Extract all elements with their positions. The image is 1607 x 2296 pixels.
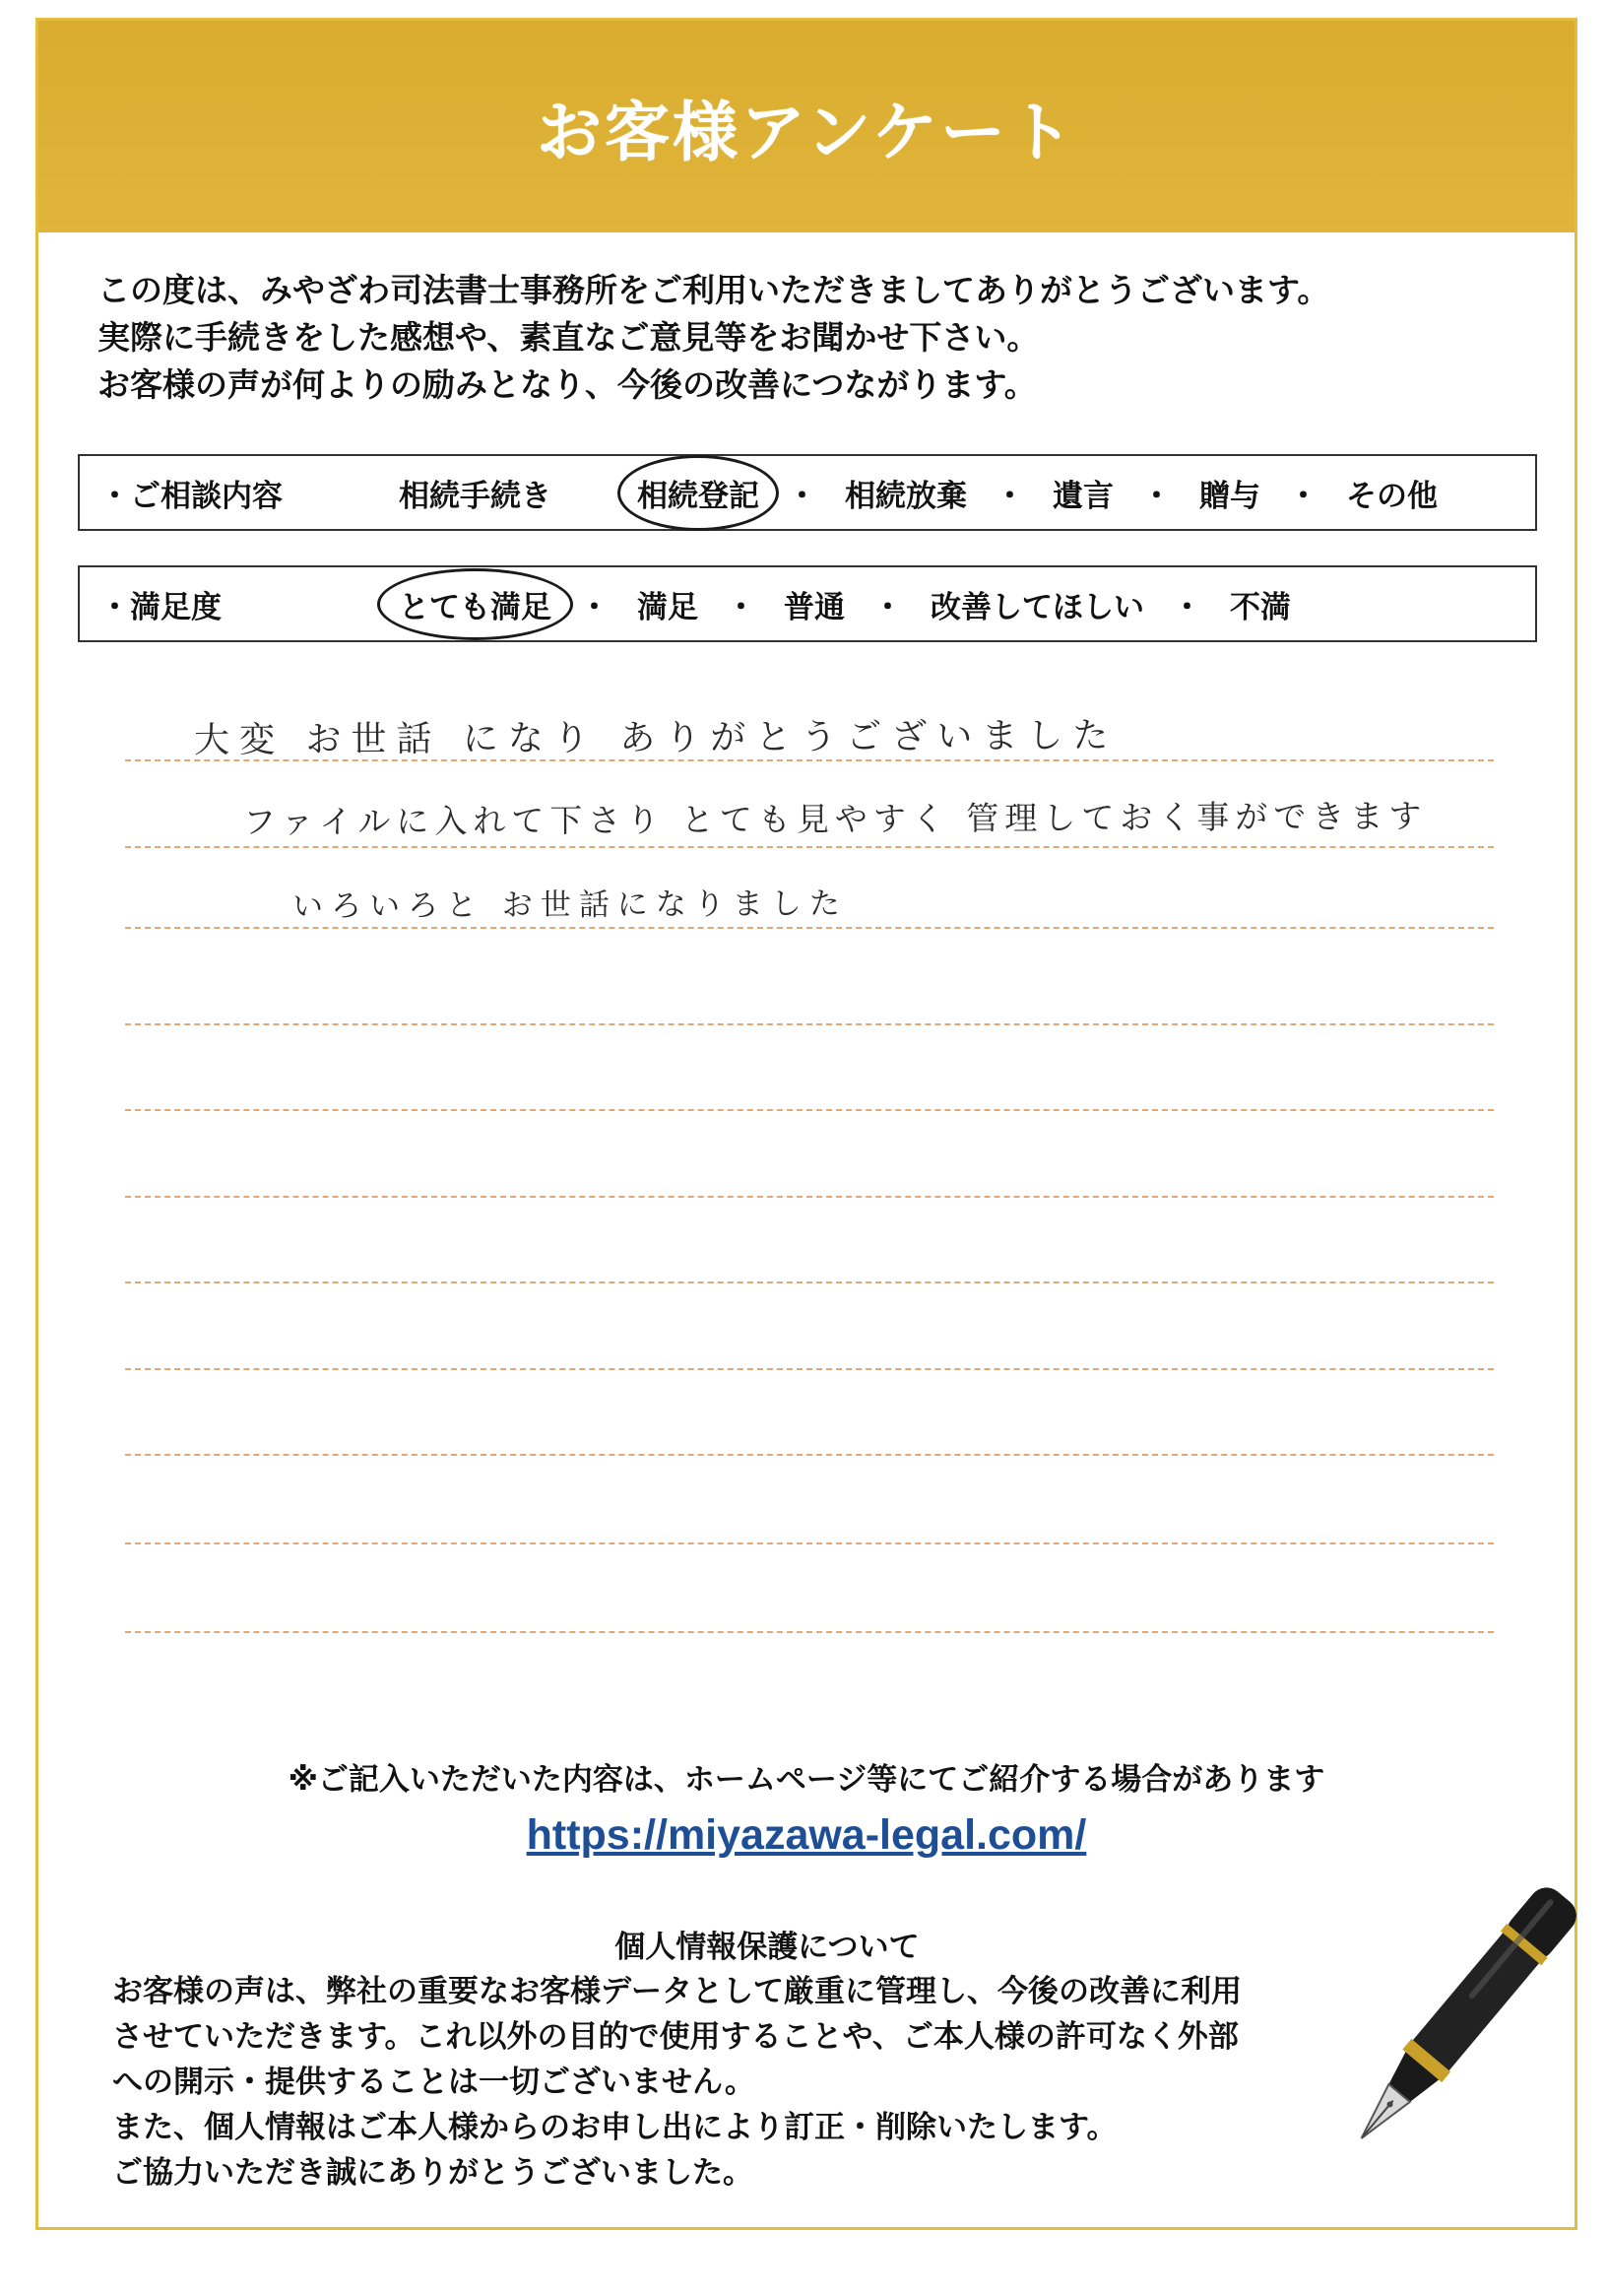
header-banner [38,21,1575,232]
ruled-line [125,1109,1494,1111]
privacy-line: ご協力いただき誠にありがとうございました。 [112,2155,753,2191]
ruled-line [125,1196,1494,1198]
ruled-line [125,1542,1494,1544]
consultation-option[interactable]: 贈与 [1199,478,1260,514]
consultation-option[interactable]: その他 [1346,478,1438,514]
separator: ・ [787,478,817,514]
handwritten-comment: 大変 お世話 になり ありがとうございました [193,715,1119,761]
intro-line: お客様の声が何よりの励みとなり、今後の改善につながります。 [97,365,1037,404]
website-link[interactable]: https://miyazawa-legal.com/ [526,1811,1087,1859]
fountain-pen-icon [1309,1863,1594,2188]
satisfaction-option[interactable]: 普通 [784,589,845,625]
intro-line: 実際に手続きをした感想や、素直なご意見等をお聞かせ下さい。 [97,318,1040,357]
consultation-option[interactable]: 遺言 [1053,478,1114,514]
separator: ・ [1141,478,1172,514]
consultation-option[interactable]: 相続手続き [399,478,551,514]
ruled-line [125,1023,1494,1025]
consultation-box [78,454,1537,531]
separator: ・ [995,478,1025,514]
satisfaction-label: ・満足度 [99,589,222,625]
privacy-line: させていただきます。これ以外の目的で使用することや、ご本人様の許可なく外部 [112,2019,1239,2055]
satisfaction-option[interactable]: 満足 [637,589,698,625]
ruled-line [125,1631,1494,1633]
consultation-option-selected[interactable]: 相続登記 [623,467,773,519]
ruled-line [125,1368,1494,1370]
satisfaction-option[interactable]: 改善してほしい [931,589,1144,625]
intro-line: この度は、みやざわ司法書士事務所をご利用いただきましてありがとうございます。 [97,271,1330,309]
intro-text [97,267,1535,409]
handwritten-comment: いろいろと お世話になりました [291,886,848,925]
ruled-line [125,1454,1494,1456]
privacy-text [112,1969,1392,2196]
separator: ・ [726,589,756,625]
ruled-line [125,846,1494,848]
consultation-label: ・ご相談内容 [99,478,283,514]
privacy-line: また、個人情報はご本人様からのお申し出により訂正・削除いたします。 [112,2110,1118,2145]
separator: ・ [1288,478,1318,514]
privacy-heading: 個人情報保護について [614,1930,920,1965]
satisfaction-box [78,565,1537,642]
satisfaction-option-selected[interactable]: とても満足 [385,578,565,630]
separator: ・ [1172,589,1202,625]
consultation-option[interactable]: 相続放棄 [845,478,967,514]
privacy-line: への開示・提供することは一切ございません。 [112,2065,755,2100]
separator: ・ [579,589,610,625]
ruled-line [125,927,1494,929]
satisfaction-option[interactable]: 不満 [1230,589,1291,625]
ruled-line [125,1281,1494,1283]
survey-sheet [35,18,1577,2230]
publication-note: ※ご記入いただいた内容は、ホームページ等にてご紹介する場合があります [288,1762,1325,1798]
handwritten-comment: ファイルに入れて下さり とても見やすく 管理しておく事ができます [242,796,1428,842]
page-title: お客様アンケート [536,95,1077,170]
separator: ・ [872,589,903,625]
privacy-line: お客様の声は、弊社の重要なお客様データとして厳重に管理し、今後の改善に利用 [112,1974,1242,2009]
